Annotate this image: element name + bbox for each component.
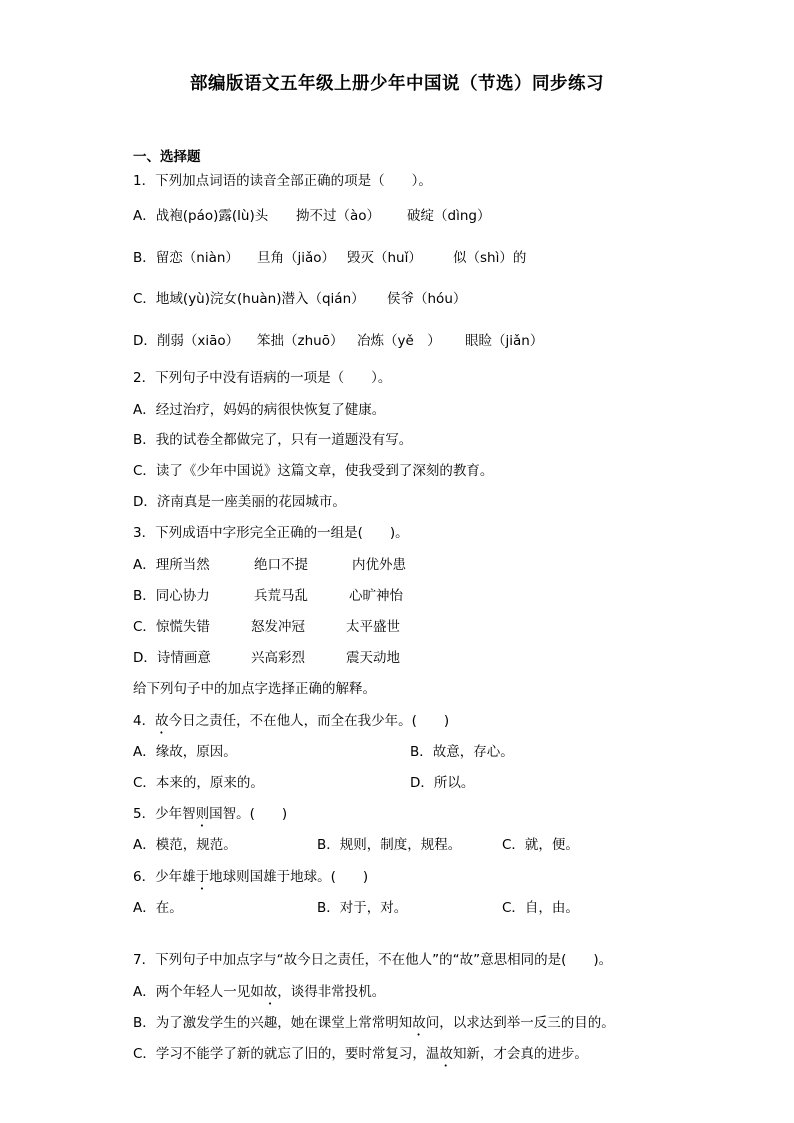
instruction-text: 给下列句子中的加点字选择正确的解释。	[133, 681, 376, 697]
option-text: C．学习不能学了新的就忘了旧的，要时常复习，温	[133, 1046, 440, 1062]
option-text: 太平盛世	[346, 619, 400, 635]
question-2-option-d: D．济南真是一座美丽的花园城市。	[133, 494, 346, 510]
question-4-option-b: B．故意，存心。	[410, 744, 514, 760]
option-text: A．两个年轻人一见如	[133, 984, 264, 1000]
question-5-option-b: B．规则，制度，规程。	[317, 837, 462, 853]
option-text: 眼睑（jiǎn）	[465, 333, 544, 349]
question-7-option-c	[133, 1045, 588, 1070]
option-text: 毁灭（huǐ）	[347, 250, 422, 266]
question-2-stem: 2．下列句子中没有语病的一项是（ ）。	[133, 370, 392, 386]
option-text: 拗不过（ào）	[296, 208, 381, 224]
option-text: 心旷神怡	[349, 588, 403, 604]
option-text: 知新，才会真的进步。	[452, 1046, 588, 1062]
question-6-option-c: C．自，由。	[502, 900, 579, 916]
emphasized-char: 故	[155, 713, 169, 729]
option-text: 冶炼（yě ）	[357, 333, 441, 349]
emphasized-char: 故	[412, 1015, 426, 1031]
emphasized-char: 故	[263, 984, 278, 1000]
option-text: ，谈得非常投机。	[277, 984, 386, 1000]
stem-text: 国智。( )	[209, 806, 288, 822]
option-text: 笨拙（zhuō）	[257, 333, 344, 349]
question-7-option-b	[133, 1014, 615, 1039]
option-text: D．诗情画意	[133, 650, 211, 666]
option-text: B．同心协力	[133, 588, 210, 604]
option-text: 侯爷（hóu）	[387, 291, 467, 307]
option-text: 兴高彩烈	[251, 650, 305, 666]
option-text: A．理所当然	[133, 557, 210, 573]
emphasized-char: 于	[195, 869, 210, 885]
question-2-option-c: C．读了《少年中国说》这篇文章，使我受到了深刻的教育。	[133, 463, 494, 479]
question-7-option-a	[133, 983, 385, 1008]
question-2-option-a: A．经过治疗，妈妈的病很快恢复了健康。	[133, 402, 386, 418]
option-text: D．削弱（xiāo）	[133, 333, 240, 349]
emphasized-char: 故	[439, 1046, 453, 1062]
option-text: C．惊慌失错	[133, 619, 210, 635]
option-text: B．留恋（niàn）	[133, 250, 239, 266]
option-text: A．战袍(páo)露(lù)头	[133, 208, 269, 224]
page-title: 部编版语文五年级上册少年中国说（节选）同步练习	[190, 74, 604, 94]
question-5-option-c: C．就，便。	[502, 837, 579, 853]
stem-text: 今日之责任，不在他人，而全在我少年。( )	[168, 713, 450, 729]
stem-text: 6．少年雄	[133, 869, 196, 885]
question-6-stem	[133, 868, 368, 893]
option-text: 旦角（jiǎo）	[257, 250, 336, 266]
question-5-option-a: A．模范，规范。	[133, 837, 237, 853]
option-text: 破绽（dìng）	[407, 208, 491, 224]
stem-text: 5．少年智	[133, 806, 196, 822]
emphasized-char: 则	[195, 806, 210, 822]
question-7-stem: 7．下列句子中加点字与“故今日之责任，不在他人”的“故”意思相同的是( )。	[133, 952, 613, 968]
question-6-option-b: B．对于，对。	[317, 900, 408, 916]
question-4-stem	[133, 712, 449, 737]
question-4-option-a: A．缘故，原因。	[133, 744, 237, 760]
stem-text: 4．	[133, 713, 156, 729]
question-2-option-b: B．我的试卷全都做完了，只有一道题没有写。	[133, 432, 413, 448]
option-text: C．地域(yù)浣女(huàn)潜入（qián）	[133, 291, 365, 307]
question-5-stem	[133, 805, 287, 830]
option-text: 似（shì）的	[453, 250, 527, 266]
option-text: 问，以求达到举一反三的目的。	[425, 1015, 615, 1031]
option-text: 兵荒马乱	[254, 588, 308, 604]
question-1-stem: 1．下列加点词语的读音全部正确的项是（ ）。	[133, 173, 432, 189]
option-text: 内优外患	[352, 557, 406, 573]
question-3-stem: 3．下列成语中字形完全正确的一组是( )。	[133, 525, 409, 541]
question-4-option-c: C．本来的，原来的。	[133, 775, 264, 791]
question-4-option-d: D．所以。	[410, 775, 475, 791]
section-heading: 一、选择题	[133, 149, 201, 165]
option-text: B．为了激发学生的兴趣，她在课堂上常常明知	[133, 1015, 413, 1031]
option-text: 怒发冲冠	[251, 619, 305, 635]
option-text: 绝口不提	[254, 557, 308, 573]
stem-text: 地球则国雄于地球。( )	[209, 869, 369, 885]
question-6-option-a: A．在。	[133, 900, 183, 916]
option-text: 震天动地	[346, 650, 400, 666]
